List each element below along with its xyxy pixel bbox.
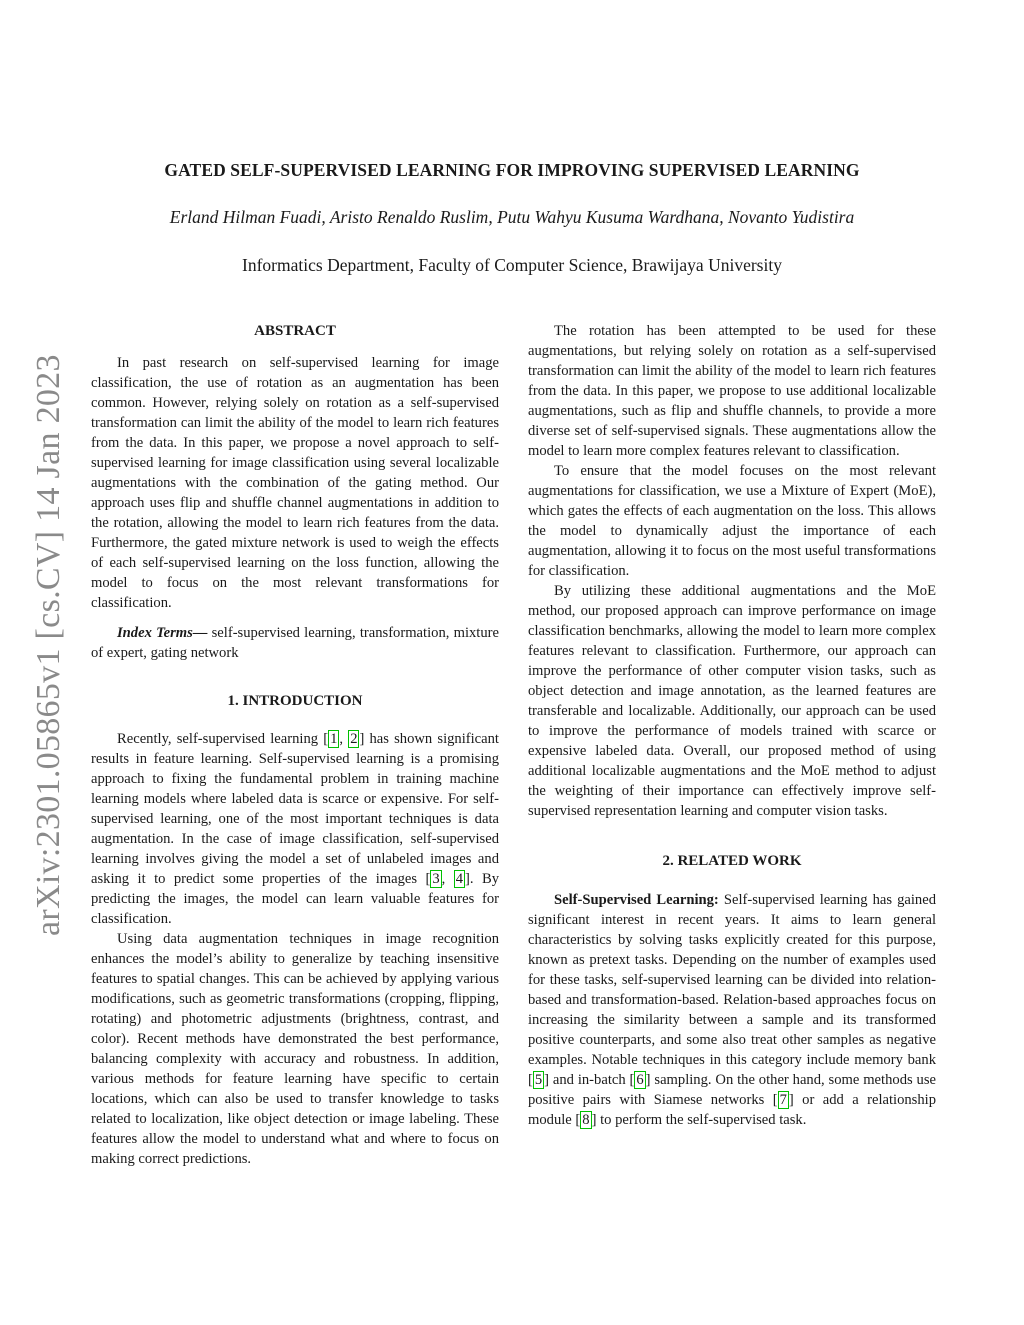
index-terms-label: Index Terms— <box>117 625 208 641</box>
citation-link[interactable]: 7 <box>779 1092 787 1108</box>
citation-link[interactable]: 3 <box>432 871 440 887</box>
right-column <box>528 321 936 1130</box>
citation-link[interactable]: 2 <box>350 731 358 747</box>
citation-link[interactable]: 6 <box>636 1072 644 1088</box>
intro-paragraph-1: Recently, self-supervised learning [ 1 , 2 ] has shown significant results in feature learning. Self-supervised learning is a promising approach to fixing the fundamental problem in training machine learning models where labeled data is scarce or expensive. For self-supervised learning, one of the most important techniques is data augmentation. In the case of image classification, self-supervised learning involves giving the model a set of unlabeled images and asking it to predict some properties of the images [ 3 , 4 ]. By predicting the images, the model can learn valuable features for classification. <box>91 731 500 927</box>
citation-link[interactable]: 5 <box>534 1072 543 1088</box>
author-list: Erland Hilman Fuadi, Aristo Renaldo Ruslim, Putu Wahyu Kusuma Wardhana, Novanto Yudistira <box>169 207 855 227</box>
introduction-heading: 1. INTRODUCTION <box>227 693 363 709</box>
intro-paragraph-5: By utilizing these additional augmentations and the MoE method, our proposed approach can improve performance on image classification benchmarks, allowing the model to learn more complex features relevant to classification. Furthermore, our approach can improve the performance of other computer vision tasks, such as object detection and image annotation, as the learned features are transferable and localizable. Additionally, our approach can be used to improve the performance of models trained with scarce or expensive labeled data. Overall, our proposed method of using additional localizable augmentations and the MoE method to adjust the weighting of their importance can effectively improve self-supervised representation learning and computer vision tasks. <box>528 583 936 819</box>
citation-link[interactable]: 4 <box>455 871 464 887</box>
intro-paragraph-4: To ensure that the model focuses on the most relevant augmentations for classification, we use a Mixture of Expert (MoE), which gates the effects of each augmentation on the loss. This allows the model to dynamically adjust the importance of each augmentation, allowing it to focus on the most useful transformations for classification. <box>528 463 936 579</box>
related-work-heading: 2. RELATED WORK <box>662 853 802 869</box>
index-terms-text: self-supervised learning, transformation, mixture of expert, gating network <box>91 625 499 661</box>
left-column <box>91 321 499 1169</box>
abstract-heading: ABSTRACT <box>254 323 336 339</box>
index-terms <box>91 623 499 663</box>
related-work-paragraph-1: Self-Supervised Learning: Self-supervised learning has gained significant interest in recent years. It aims to learn general characteristics by solving tasks explicitly created for this purpose, known as pretext tasks. Depending on the number of examples used for these tasks, self-supervised learning can be divided into relation-based and transformation-based. Relation-based approaches focus on increasing the similarity between a sample and its transformed positive counterparts, and some also treat other samples as negative examples. Notable techniques in this category include memory bank [ 5 ] and in-batch [ 6 ] sampling. On the other hand, some methods use positive pairs with Siamese networks [ 7 ] or add a relationship module [ 8 ] to perform the self-supervised task. <box>528 892 937 1128</box>
paper-title: GATED SELF-SUPERVISED LEARNING FOR IMPROVING SUPERVISED LEARNING <box>164 160 860 180</box>
citation-link[interactable]: 8 <box>582 1112 590 1128</box>
arxiv-identifier: arXiv:2301.05865v1 [cs.CV] 14 Jan 2023 <box>30 354 67 936</box>
abstract-text: In past research on self-supervised learning for image classification, the use of rotation as an augmentation has been common. However, relying solely on rotation as a self-supervised transformation can limit the ability of the model to learn rich features from the data. In this paper, we propose a novel approach to self-supervised learning for image classification using several localizable augmentations with the combination of the gating method. Our approach uses flip and shuffle channel augmentations in addition to the rotation, allowing the model to learn rich features from the data. Furthermore, the gated mixture network is used to weigh the effects of each self-supervised learning on the loss function, allowing the model to focus on the most relevant transformations for classification. <box>91 355 499 611</box>
affiliation: Informatics Department, Faculty of Computer Science, Brawijaya University <box>242 255 782 275</box>
intro-paragraph-2: Using data augmentation techniques in image recognition enhances the model’s ability to generalize by teaching insensitive features to spatial changes. This can be achieved by applying various modifications, such as geometric transformations (cropping, flipping, rotating) and photometric adjustments (brightness, contrast, and color). Recent methods have demonstrated the best performance, balancing complexity with accuracy and robustness. In addition, various methods for feature learning have specific to certain locations, which can also be used to transfer knowledge to tasks related to localization, like object detection or image labeling. These features allow the model to understand what and where to focus on making correct predictions. <box>91 931 499 1167</box>
citation-link[interactable]: 1 <box>330 731 338 747</box>
related-work-lead: Self-Supervised Learning: <box>554 892 719 908</box>
intro-paragraph-3: The rotation has been attempted to be used for these augmentations, but relying solely on rotation as a self-supervised transformation can limit the ability of the model to learn rich features from the data. In this paper, we propose to use additional localizable augmentations, such as flip and shuffle channels, to provide a more diverse set of self-supervised signals. These augmentations allow the model to learn more complex features relevant to classification. <box>528 323 936 459</box>
